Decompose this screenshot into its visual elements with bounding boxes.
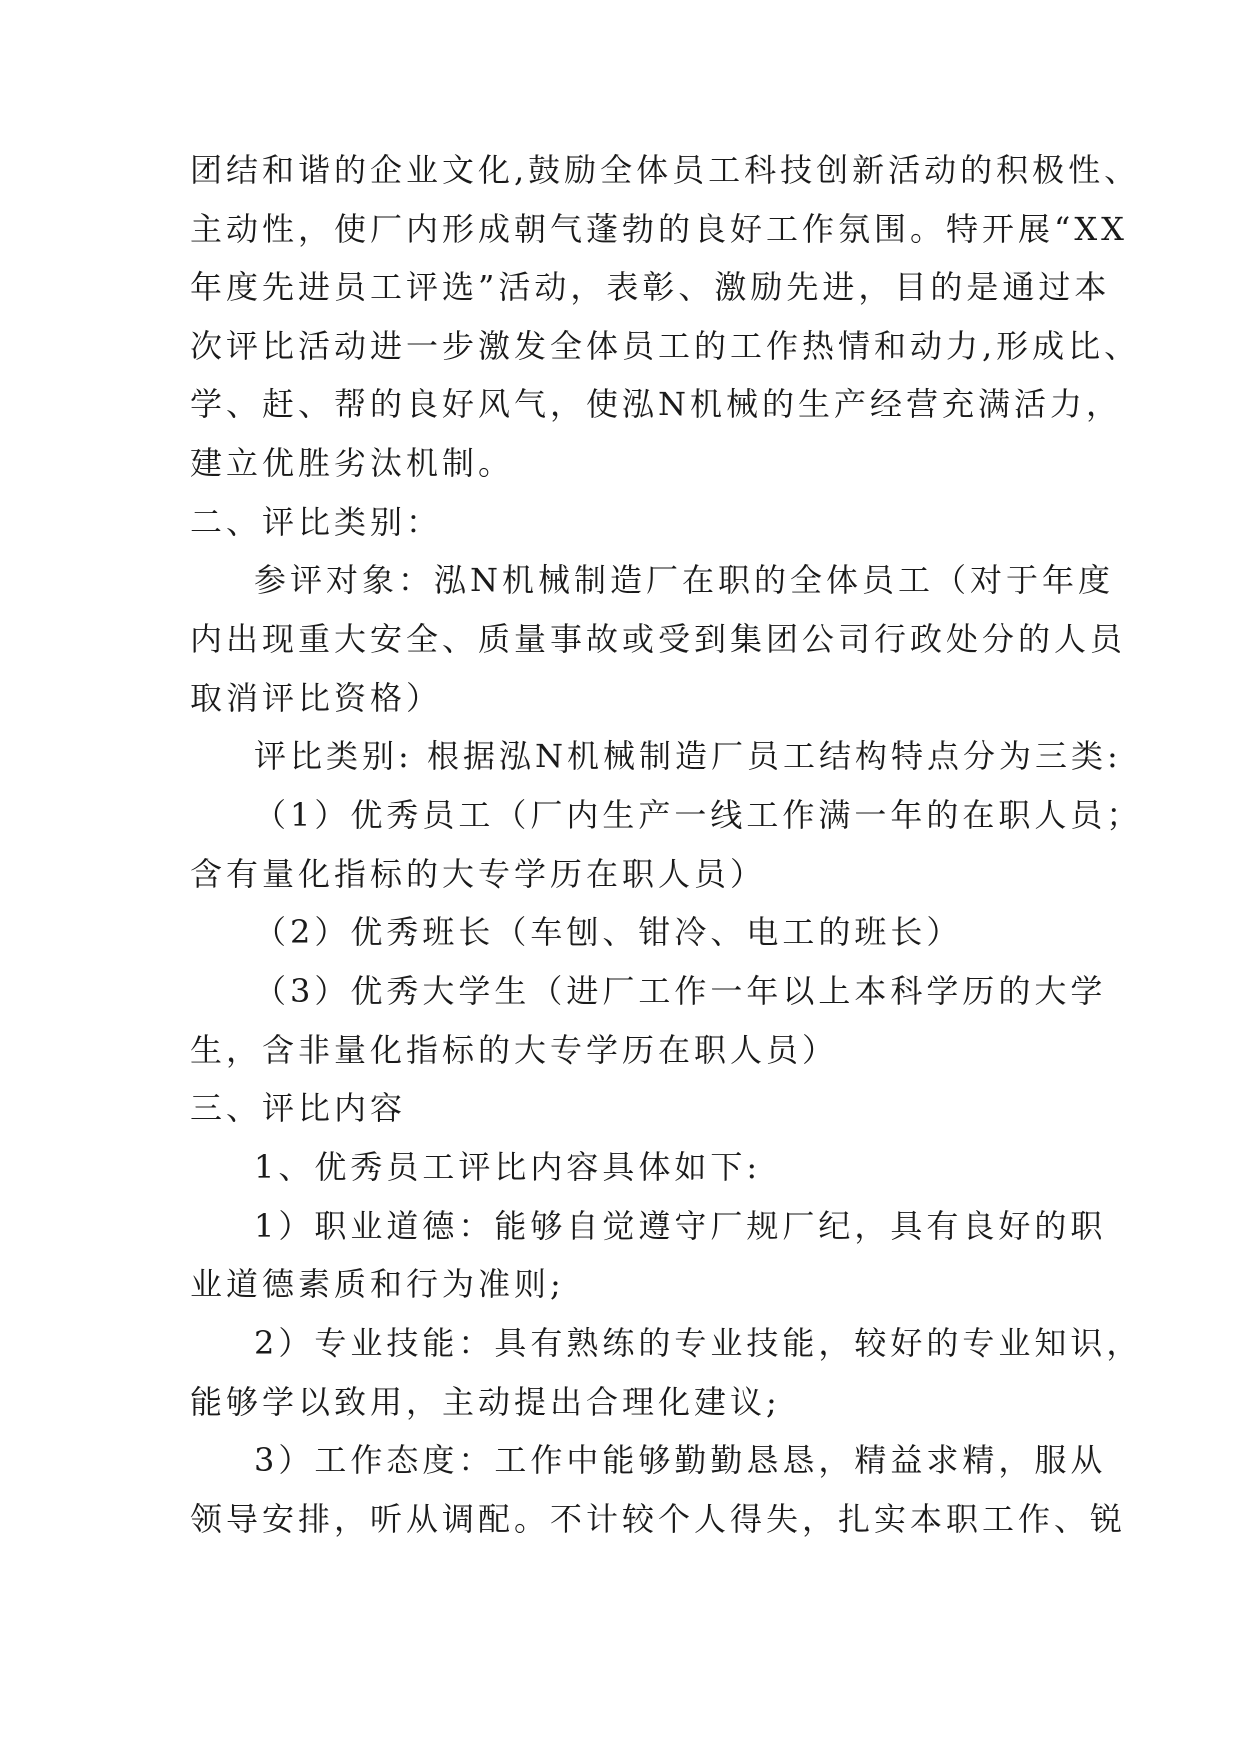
list-item: （3）优秀大学生（进厂工作一年以上本科学历的大学	[254, 972, 1107, 1010]
body-text-line: 生，含非量化指标的大专学历在职人员）	[190, 1031, 839, 1069]
body-text-line: 建立优胜劣汰机制。	[190, 444, 515, 482]
body-text-line: 年度先进员工评选”活动，表彰、激励先进，目的是通过本	[190, 268, 1111, 306]
body-text-line: 次评比活动进一步激发全体员工的工作热情和动力,形成比、	[190, 327, 1141, 365]
section-heading: 三、评比内容	[190, 1089, 407, 1127]
body-text-line: 领导安排，听从调配。不计较个人得失，扎实本职工作、锐	[190, 1500, 1127, 1538]
body-text-line: 含有量化指标的大专学历在职人员）	[190, 855, 767, 893]
body-text-line: 业道德素质和行为准则;	[190, 1265, 565, 1303]
body-text-line: 内出现重大安全、质量事故或受到集团公司行政处分的人员	[190, 620, 1127, 658]
list-item: 2）专业技能：具有熟练的专业技能，较好的专业知识，	[254, 1324, 1143, 1362]
body-text-line: 取消评比资格）	[190, 679, 443, 717]
section-heading: 二、评比类别：	[190, 503, 443, 541]
list-item: （1）优秀员工（厂内生产一线工作满一年的在职人员；	[254, 796, 1143, 834]
body-text-line: 主动性，使厂内形成朝气蓬勃的良好工作氛围。特开展“XX	[190, 210, 1128, 248]
list-item: （2）优秀班长（车刨、钳冷、电工的班长）	[254, 913, 963, 951]
body-text-line: 学、赶、帮的良好风气，使泓N机械的生产经营充满活力，	[190, 385, 1123, 423]
body-text-line: 能够学以致用，主动提出合理化建议;	[190, 1383, 781, 1421]
list-item: 1）职业道德：能够自觉遵守厂规厂纪，具有良好的职	[254, 1207, 1107, 1245]
body-text-line: 参评对象：泓N机械制造厂在职的全体员工（对于年度	[254, 561, 1115, 599]
body-text-line: 团结和谐的企业文化,鼓励全体员工科技创新活动的积极性、	[190, 151, 1141, 189]
body-text-line: 评比类别: 根据泓N机械制造厂员工结构特点分为三类:	[254, 737, 1122, 775]
list-item: 3）工作态度：工作中能够勤勤恳恳，精益求精，服从	[254, 1441, 1107, 1479]
sub-heading: 1、优秀员工评比内容具体如下:	[254, 1148, 762, 1186]
